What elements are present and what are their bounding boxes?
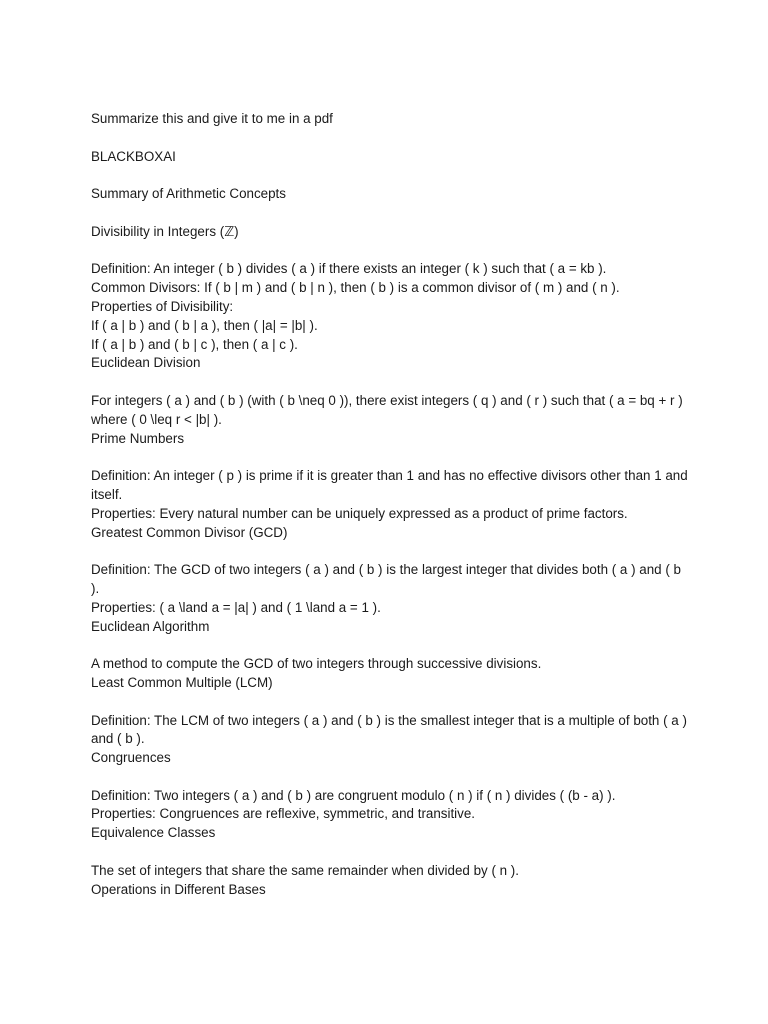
section-heading-euclidean-algorithm: Euclidean Algorithm <box>91 618 210 634</box>
text-line: If ( a | b ) and ( b | a ), then ( |a| = |b| ). <box>91 317 318 333</box>
text-line: Definition: Two integers ( a ) and ( b ) are congruent modulo ( n ) if ( n ) divides ( (b - a) ). <box>91 787 616 803</box>
section-heading-gcd: Greatest Common Divisor (GCD) <box>91 524 288 540</box>
summary-title: Summary of Arithmetic Concepts <box>91 186 286 202</box>
blank-line <box>91 166 691 185</box>
blank-line <box>91 636 691 655</box>
text-line: Properties of Divisibility: <box>91 298 234 314</box>
section-heading-equivalence-classes: Equivalence Classes <box>91 825 216 841</box>
blank-line <box>91 129 691 148</box>
blank-line <box>91 843 691 862</box>
assistant-name-line: BLACKBOXAI <box>91 148 176 164</box>
section-heading-bases: Operations in Different Bases <box>91 881 266 897</box>
text-line: For integers ( a ) and ( b ) (with ( b \neq 0 )), there exist integers ( q ) and ( r ) such that ( a = bq + r ) where ( 0 \leq r < |b| ). <box>91 392 683 427</box>
section-heading-euclidean-division: Euclidean Division <box>91 355 201 371</box>
text-line: Properties: Congruences are reflexive, symmetric, and transitive. <box>91 806 476 822</box>
text-line: The set of integers that share the same remainder when divided by ( n ). <box>91 862 519 878</box>
text-line: Definition: The GCD of two integers ( a ) and ( b ) is the largest integer that divides both ( a ) and ( b ). <box>91 562 681 596</box>
blank-line <box>91 204 691 223</box>
text-line: Definition: The LCM of two integers ( a ) and ( b ) is the smallest integer that is a multiple of both ( a ) and ( b ). <box>91 712 687 747</box>
text-line: A method to compute the GCD of two integers through successive divisions. <box>91 656 542 672</box>
text-line: Properties: ( a \land a = |a| ) and ( 1 \land a = 1 ). <box>91 599 381 615</box>
text-line: Definition: An integer ( b ) divides ( a ) if there exists an integer ( k ) such that ( a = kb ). <box>91 261 607 277</box>
blank-line <box>91 542 691 561</box>
blank-line <box>91 373 691 392</box>
section-heading-lcm: Least Common Multiple (LCM) <box>91 674 273 690</box>
text-line: Definition: An integer ( p ) is prime if it is greater than 1 and has no effective divisors other than 1 and itself. <box>91 468 688 502</box>
blank-line <box>91 448 691 467</box>
section-heading-congruences: Congruences <box>91 750 171 766</box>
blank-line <box>91 693 691 712</box>
section-heading-prime-numbers: Prime Numbers <box>91 430 185 446</box>
user-prompt-line: Summarize this and give it to me in a pdf <box>91 111 333 126</box>
blank-line <box>91 768 691 787</box>
text-line: If ( a | b ) and ( b | c ), then ( a | c ). <box>91 336 298 352</box>
section-heading-divisibility: Divisibility in Integers (ℤ) <box>91 223 239 239</box>
document-body <box>91 110 691 899</box>
blank-line <box>91 242 691 261</box>
text-line: Common Divisors: If ( b | m ) and ( b | n ), then ( b ) is a common divisor of ( m ) and ( n ). <box>91 280 620 296</box>
text-line: Properties: Every natural number can be uniquely expressed as a product of prime factors. <box>91 505 628 521</box>
